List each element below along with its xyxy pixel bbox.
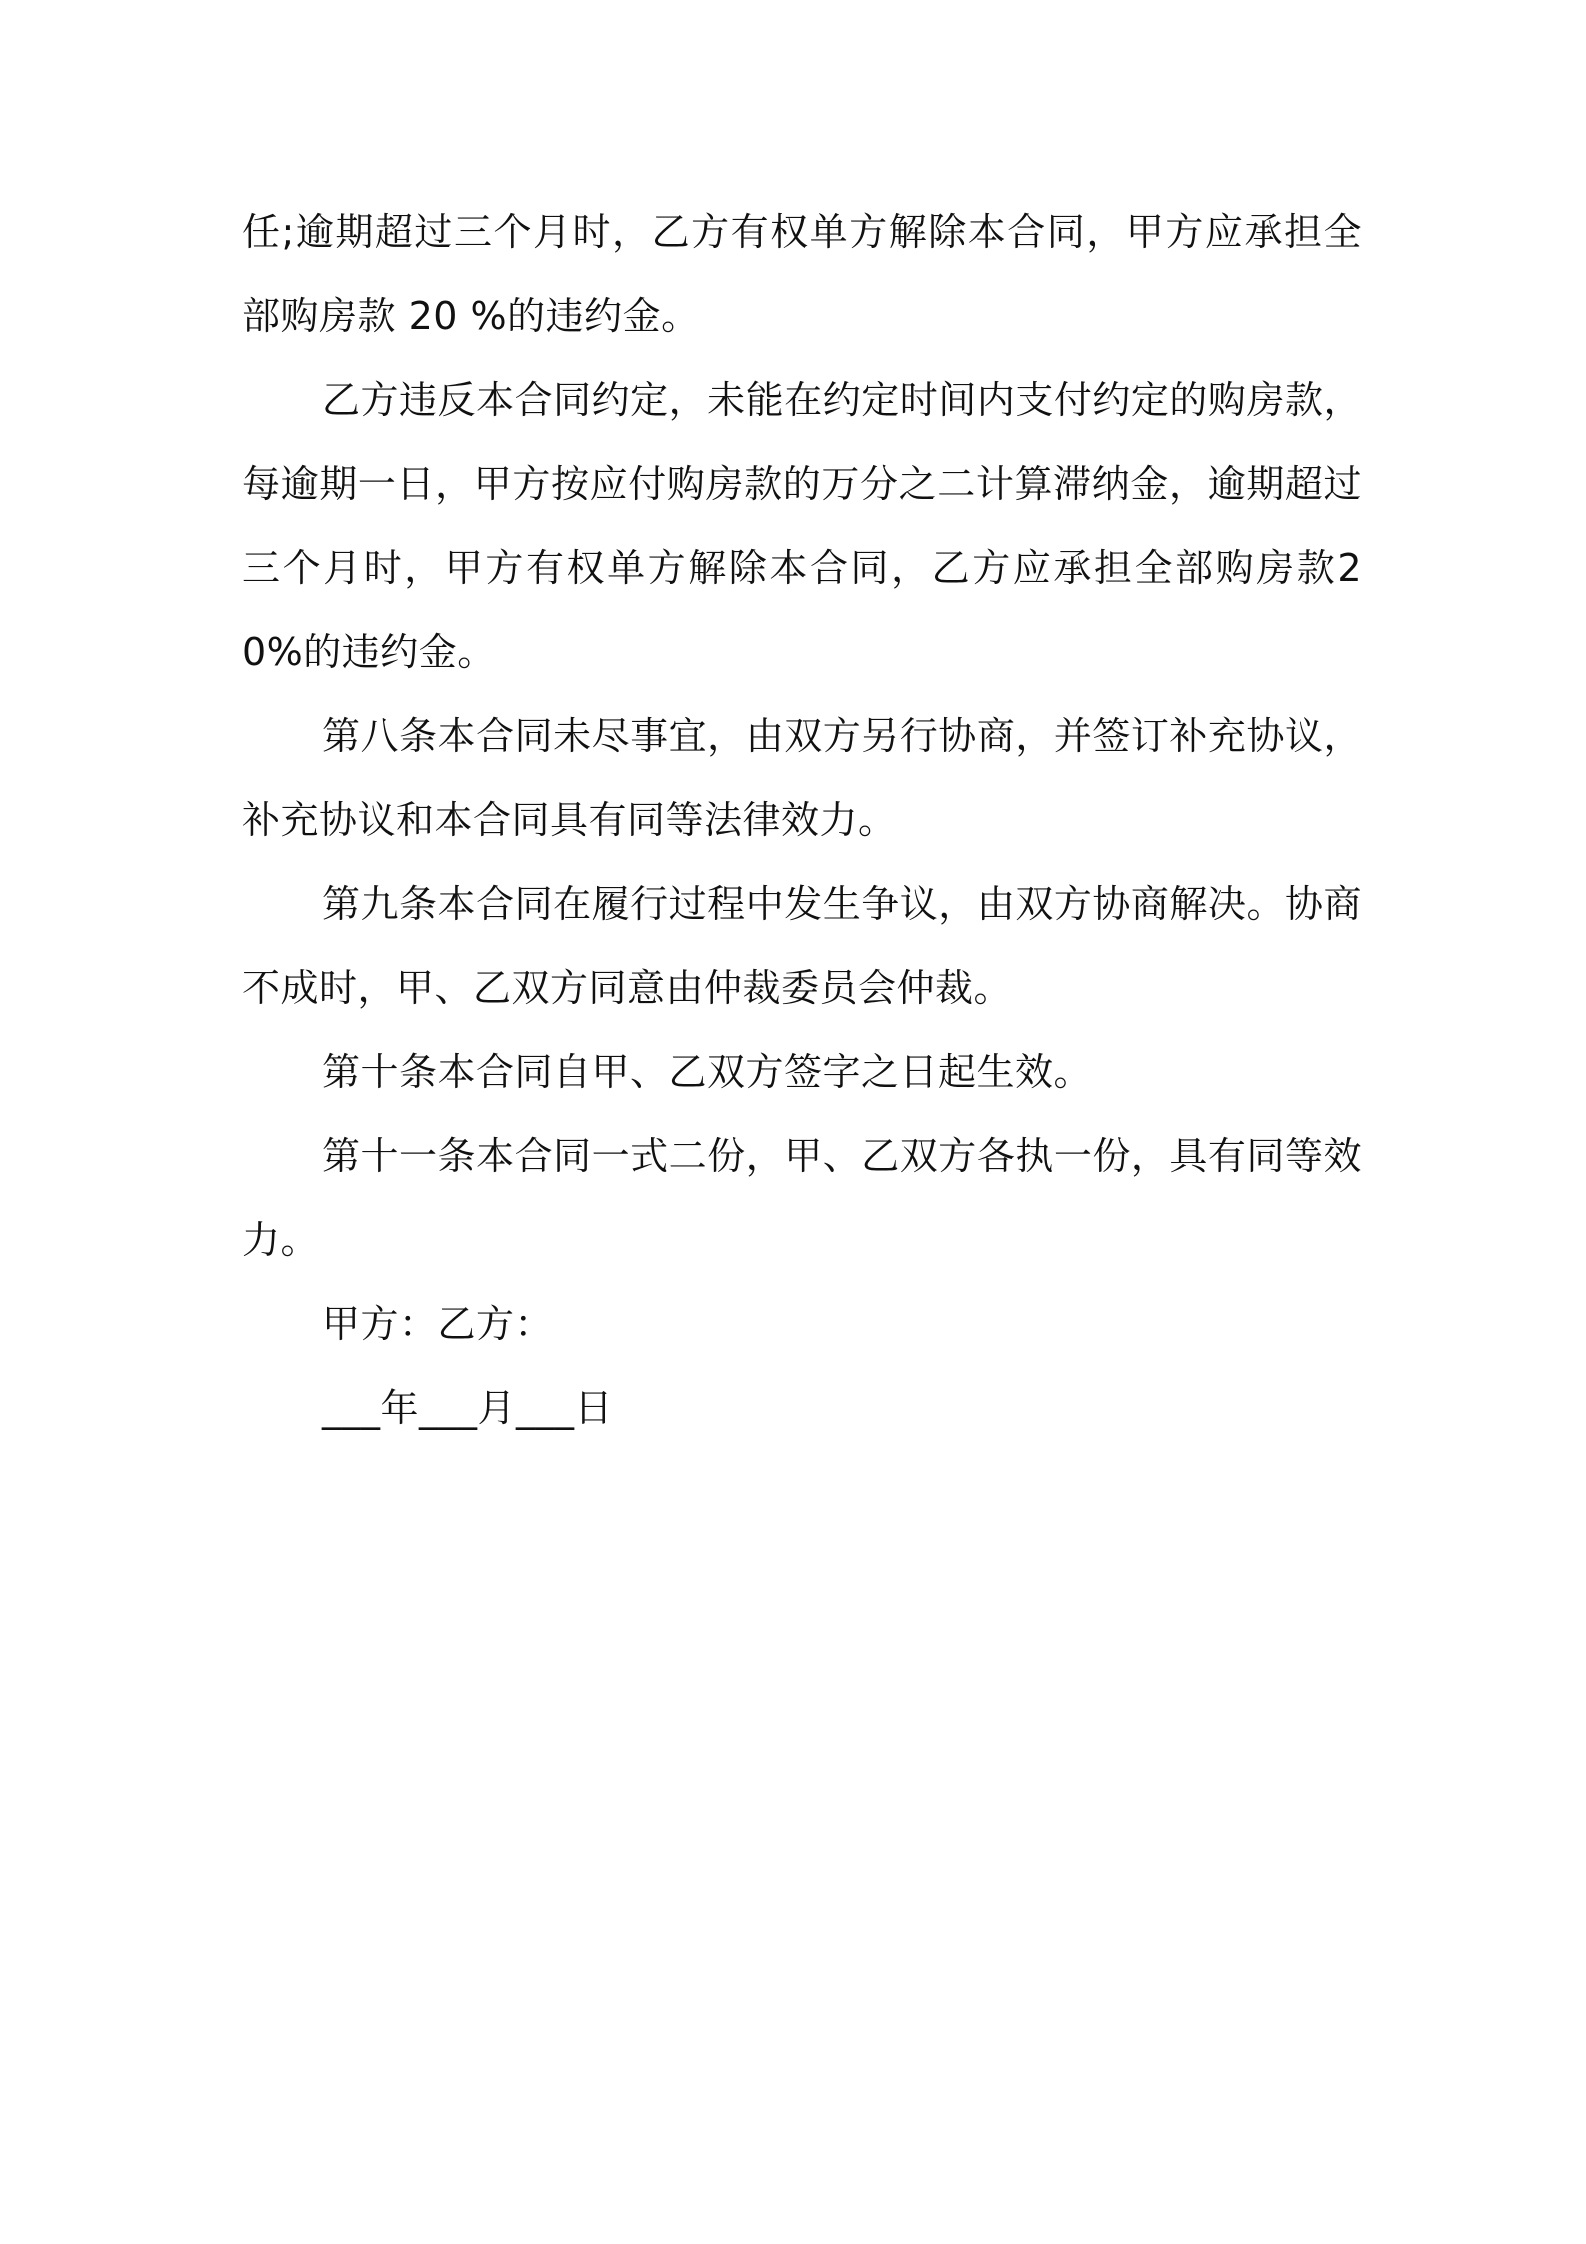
paragraph-article-10: 第十条本合同自甲、乙双方签字之日起生效。	[322, 1050, 1093, 1094]
paragraph-article-8: 第八条本合同未尽事宜，由双方另行协商，并签订补充协议，补充协议和本合同具有同等法律效力。	[242, 714, 1362, 842]
paragraph-article-11: 第十一条本合同一式二份，甲、乙双方各执一份，具有同等效力。	[242, 1134, 1362, 1262]
contract-body	[242, 190, 1362, 1450]
signature-line: 甲方：乙方：	[322, 1302, 554, 1346]
paragraph-penalty-party-b: 乙方违反本合同约定，未能在约定时间内支付约定的购房款，每逾期一日，甲方按应付购房款的万分之二计算滞纳金，逾期超过三个月时，甲方有权单方解除本合同，乙方应承担全部购房款20%的违约金。	[242, 378, 1362, 674]
date-line: ___年___月___日	[322, 1386, 614, 1430]
paragraph-penalty-party-a: 任;逾期超过三个月时，乙方有权单方解除本合同，甲方应承担全部购房款 20 %的违约金。	[242, 210, 1362, 338]
paragraph-article-9: 第九条本合同在履行过程中发生争议，由双方协商解决。协商不成时，甲、乙双方同意由仲裁委员会仲裁。	[242, 882, 1362, 1010]
